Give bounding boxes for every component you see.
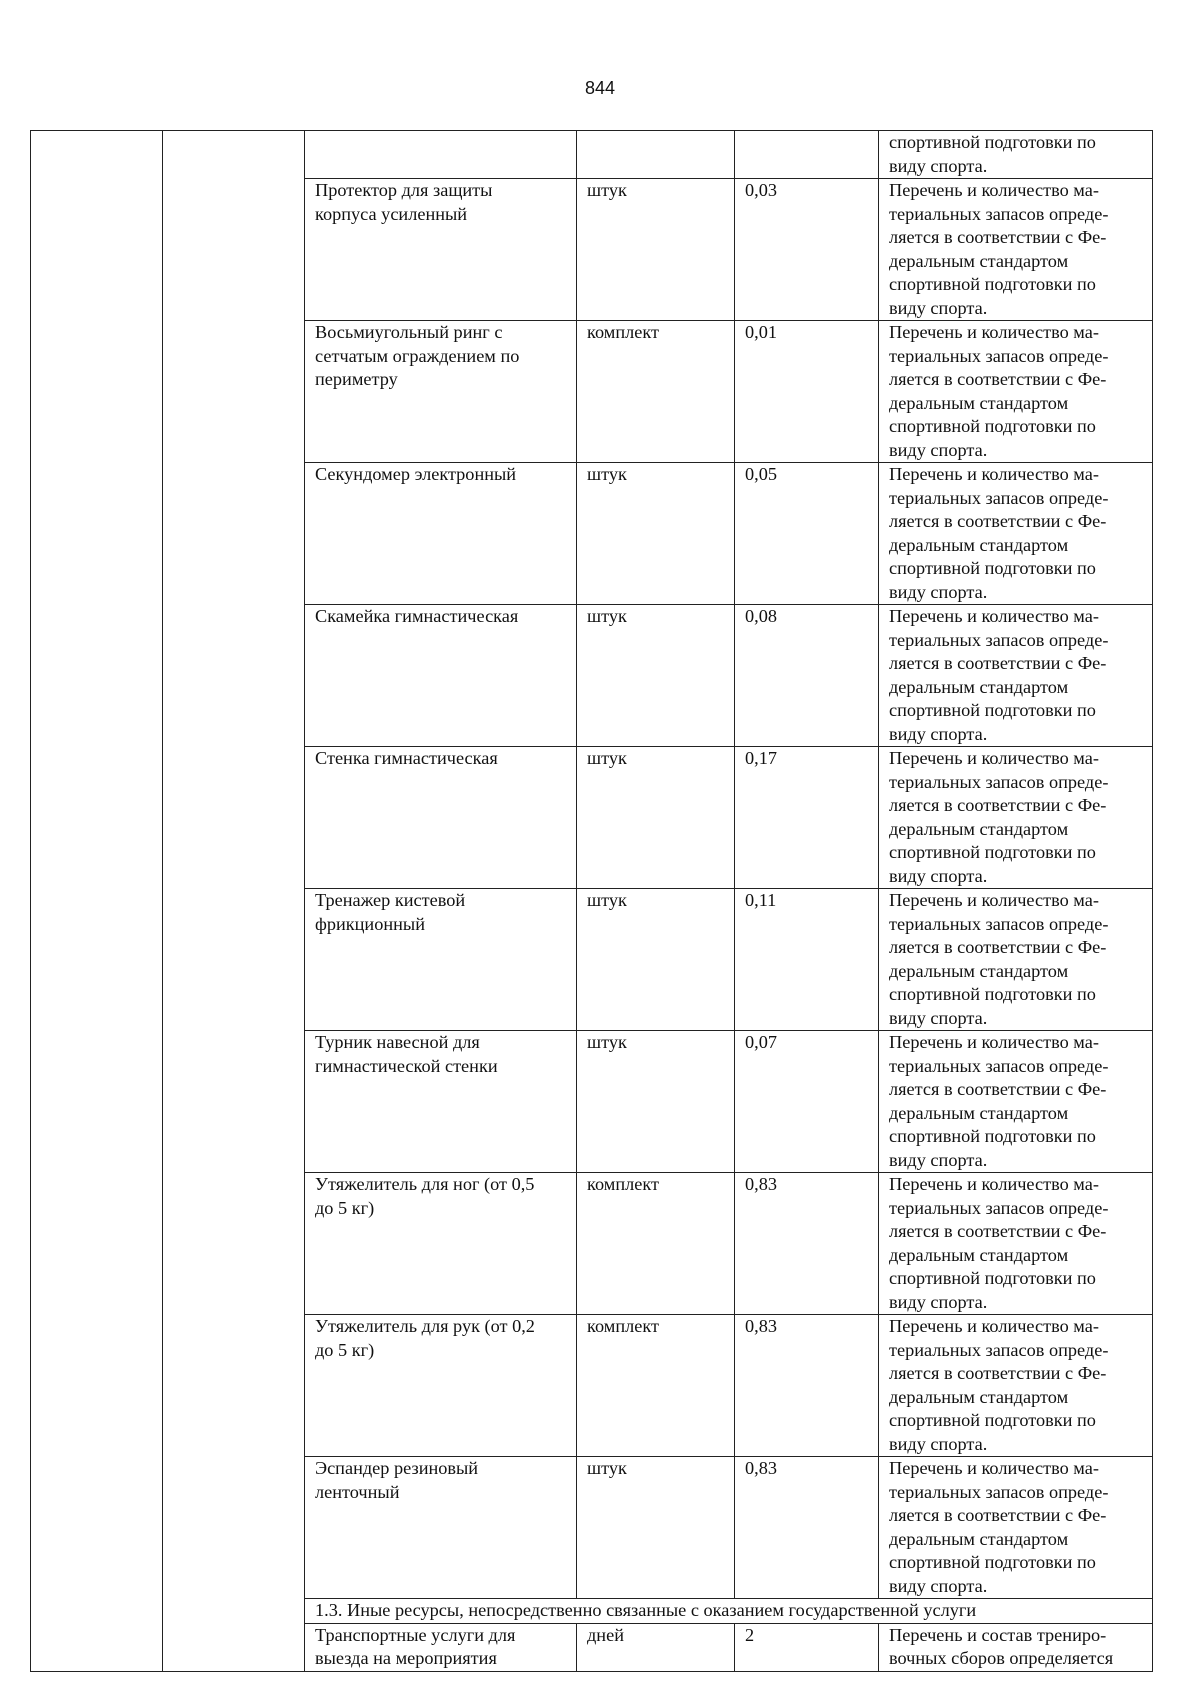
unit-text: штук [587, 1032, 627, 1052]
value-cell [735, 1173, 879, 1315]
empty-cell [163, 131, 305, 1672]
note-line: спортивной подготовки по [889, 700, 1096, 720]
unit-text: штук [587, 890, 627, 910]
note-line: вочных сборов определяется [889, 1648, 1114, 1668]
note-cell [879, 889, 1153, 1031]
note-line: спортивной подготовки по [889, 1126, 1096, 1146]
item-name-cell [305, 463, 577, 605]
value-text: 0,83 [745, 1316, 777, 1336]
note-line: виду спорта. [889, 155, 988, 176]
note-line: спортивной подготовки по [889, 132, 1096, 152]
unit-cell [577, 463, 735, 605]
value-cell [735, 605, 879, 747]
value-text: 0,07 [745, 1032, 777, 1052]
item-name-line: Турник навесной для [315, 1032, 480, 1052]
note-line: деральным стандартом [889, 960, 1069, 981]
unit-text: штук [587, 748, 627, 768]
note-line: Перечень и количество ма- [889, 1032, 1099, 1052]
unit-text: комплект [587, 322, 659, 342]
note-line: ляется в соответствии с Фе- [889, 1079, 1107, 1099]
item-name-line: корпуса усиленный [315, 203, 468, 224]
note-cell [879, 1173, 1153, 1315]
unit-cell [577, 1457, 735, 1599]
item-name-line: Секундомер электронный [315, 464, 517, 484]
note-line: ляется в соответствии с Фе- [889, 937, 1107, 957]
note-cell [879, 747, 1153, 889]
item-name-line: до 5 кг) [315, 1197, 375, 1218]
item-name-cell [305, 321, 577, 463]
note-line: Перечень и количество ма- [889, 1316, 1099, 1336]
note-line: деральным стандартом [889, 1386, 1069, 1407]
item-name-line: сетчатым ограждением по [315, 345, 520, 366]
note-line: спортивной подготовки по [889, 416, 1096, 436]
note-line: ляется в соответствии с Фе- [889, 1505, 1107, 1525]
note-line: виду спорта. [889, 1433, 988, 1454]
value-cell [735, 1315, 879, 1457]
note-line: деральным стандартом [889, 676, 1069, 697]
item-name-cell [305, 1623, 577, 1671]
item-name-line: выезда на мероприятия [315, 1648, 497, 1668]
note-cell [879, 463, 1153, 605]
note-line: деральным стандартом [889, 250, 1069, 271]
value-cell [735, 131, 879, 179]
item-name-line: периметру [315, 369, 398, 389]
note-line: спортивной подготовки по [889, 984, 1096, 1004]
unit-cell [577, 131, 735, 179]
note-line: Перечень и количество ма- [889, 322, 1099, 342]
value-text: 0,83 [745, 1174, 777, 1194]
table-row [31, 131, 1153, 179]
note-line: Перечень и количество ма- [889, 180, 1099, 200]
item-name-line: Протектор для защиты [315, 180, 493, 200]
note-line: Перечень и количество ма- [889, 606, 1099, 626]
unit-text: комплект [587, 1174, 659, 1194]
note-line: ляется в соответствии с Фе- [889, 227, 1107, 247]
note-cell [879, 131, 1153, 179]
value-text: 0,08 [745, 606, 777, 626]
note-line: Перечень и количество ма- [889, 1174, 1099, 1194]
note-line: териальных запасов опреде- [889, 1481, 1109, 1502]
value-text: 0,03 [745, 180, 777, 200]
value-text: 0,01 [745, 322, 777, 342]
note-line: виду спорта. [889, 723, 988, 744]
note-line: виду спорта. [889, 1575, 988, 1596]
note-line: ляется в соответствии с Фе- [889, 1363, 1107, 1383]
value-cell [735, 179, 879, 321]
unit-cell [577, 747, 735, 889]
item-name-line: фрикционный [315, 913, 425, 934]
unit-cell [577, 605, 735, 747]
note-line: Перечень и количество ма- [889, 748, 1099, 768]
note-line: виду спорта. [889, 297, 988, 318]
note-line: териальных запасов опреде- [889, 345, 1109, 366]
table-body [31, 131, 1153, 1672]
note-line: териальных запасов опреде- [889, 771, 1109, 792]
note-line: Перечень и количество ма- [889, 890, 1099, 910]
note-line: ляется в соответствии с Фе- [889, 795, 1107, 815]
note-line: ляется в соответствии с Фе- [889, 511, 1107, 531]
item-name-line: Скамейка гимнастическая [315, 606, 519, 626]
value-cell [735, 463, 879, 605]
unit-cell [577, 1031, 735, 1173]
resources-table [30, 130, 1153, 1672]
note-line: териальных запасов опреде- [889, 1339, 1109, 1360]
unit-text: штук [587, 1458, 627, 1478]
unit-text: штук [587, 464, 627, 484]
value-cell [735, 1457, 879, 1599]
page-number: 844 [584, 78, 616, 98]
unit-text: штук [587, 606, 627, 626]
note-cell [879, 1315, 1153, 1457]
note-line: териальных запасов опреде- [889, 203, 1109, 224]
note-line: Перечень и количество ма- [889, 464, 1099, 484]
value-cell [735, 321, 879, 463]
name-cell [305, 131, 577, 179]
value-text: 0,17 [745, 748, 777, 768]
note-line: спортивной подготовки по [889, 1410, 1096, 1430]
unit-cell [577, 1173, 735, 1315]
note-line: деральным стандартом [889, 818, 1069, 839]
note-line: виду спорта. [889, 1291, 988, 1312]
note-line: ляется в соответствии с Фе- [889, 369, 1107, 389]
note-line: виду спорта. [889, 1149, 988, 1170]
unit-text: комплект [587, 1316, 659, 1336]
item-name-line: ленточный [315, 1481, 400, 1502]
item-name-line: Эспандер резиновый [315, 1458, 479, 1478]
item-name-cell [305, 179, 577, 321]
note-cell [879, 1031, 1153, 1173]
note-cell [879, 1623, 1153, 1671]
item-name-cell [305, 1315, 577, 1457]
unit-cell [577, 321, 735, 463]
value-cell [735, 747, 879, 889]
value-cell [735, 1623, 879, 1671]
note-line: спортивной подготовки по [889, 274, 1096, 294]
note-line: деральным стандартом [889, 1244, 1069, 1265]
item-name-line: Восьмиугольный ринг с [315, 322, 503, 342]
note-line: териальных запасов опреде- [889, 629, 1109, 650]
empty-cell [31, 131, 163, 1672]
note-cell [879, 179, 1153, 321]
item-name-cell [305, 1457, 577, 1599]
item-name-line: Тренажер кистевой [315, 890, 466, 910]
note-line: спортивной подготовки по [889, 1268, 1096, 1288]
note-line: териальных запасов опреде- [889, 487, 1109, 508]
item-name-line: Транспортные услуги для [315, 1624, 516, 1645]
note-cell [879, 321, 1153, 463]
value-cell [735, 889, 879, 1031]
note-line: деральным стандартом [889, 534, 1069, 555]
note-line: деральным стандартом [889, 392, 1069, 413]
value-text: 2 [745, 1624, 755, 1645]
item-name-line: Утяжелитель для рук (от 0,2 [315, 1316, 535, 1336]
value-cell [735, 1031, 879, 1173]
note-line: териальных запасов опреде- [889, 1055, 1109, 1076]
item-name-line: гимнастической стенки [315, 1055, 498, 1076]
unit-cell [577, 1623, 735, 1671]
item-name-cell [305, 605, 577, 747]
unit-cell [577, 179, 735, 321]
value-text: 0,11 [745, 890, 777, 910]
section-heading: 1.3. Иные ресурсы, непосредственно связанные с оказанием государственной услуги [305, 1599, 1153, 1624]
unit-cell [577, 889, 735, 1031]
note-line: деральным стандартом [889, 1102, 1069, 1123]
note-line: териальных запасов опреде- [889, 913, 1109, 934]
unit-cell [577, 1315, 735, 1457]
note-line: спортивной подготовки по [889, 1552, 1096, 1572]
note-cell [879, 605, 1153, 747]
note-line: деральным стандартом [889, 1528, 1069, 1549]
note-line: виду спорта. [889, 865, 988, 886]
note-line: спортивной подготовки по [889, 842, 1096, 862]
note-line: ляется в соответствии с Фе- [889, 1221, 1107, 1241]
value-text: 0,83 [745, 1458, 777, 1478]
note-line: спортивной подготовки по [889, 558, 1096, 578]
note-line: виду спорта. [889, 581, 988, 602]
item-name-cell [305, 1173, 577, 1315]
note-line: виду спорта. [889, 1007, 988, 1028]
note-line: ляется в соответствии с Фе- [889, 653, 1107, 673]
note-line: виду спорта. [889, 439, 988, 460]
item-name-line: до 5 кг) [315, 1339, 375, 1360]
note-line: Перечень и состав трениро- [889, 1624, 1107, 1645]
item-name-cell [305, 1031, 577, 1173]
value-text: 0,05 [745, 464, 777, 484]
item-name-cell [305, 747, 577, 889]
note-cell [879, 1457, 1153, 1599]
note-line: Перечень и количество ма- [889, 1458, 1099, 1478]
item-name-line: Стенка гимнастическая [315, 748, 498, 768]
item-name-line: Утяжелитель для ног (от 0,5 [315, 1174, 535, 1194]
unit-text: дней [587, 1624, 624, 1645]
note-line: териальных запасов опреде- [889, 1197, 1109, 1218]
unit-text: штук [587, 180, 627, 200]
item-name-cell [305, 889, 577, 1031]
